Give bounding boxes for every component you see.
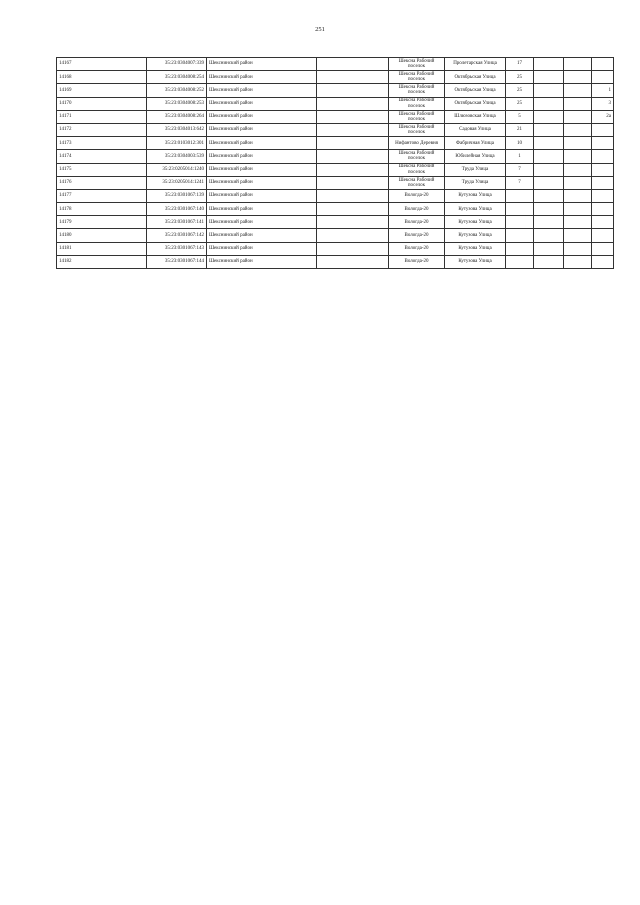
settlement-cell: Шексна Рабочий поселок [389,58,445,71]
table-row [57,176,614,189]
street-cell: Октябрьская Улица [445,71,506,84]
settlement-cell: Шексна Рабочий поселок [389,123,445,136]
building-cell [534,229,564,242]
structure-cell [564,84,592,97]
record-number-cell: 14168 [57,71,147,84]
settlement-cell: Шексна Рабочий поселок [389,163,445,176]
record-number-cell: 14170 [57,97,147,110]
street-cell: Юбилейная Улица [445,150,506,163]
building-cell [534,189,564,202]
blank-cell [317,58,389,71]
settlement-cell: Шексна Рабочий поселок [389,71,445,84]
blank-cell [317,84,389,97]
street-cell: Садовая Улица [445,123,506,136]
settlement-cell: Вологда-20 [389,216,445,229]
street-cell: Пролетарская Улица [445,58,506,71]
structure-cell [564,176,592,189]
cadastral-number-cell: 35:23:0304013:642 [147,123,207,136]
apartment-cell: 2а [592,110,614,123]
settlement-cell: Вологда-20 [389,229,445,242]
record-number-cell: 14179 [57,216,147,229]
registry-table [56,57,614,269]
settlement-cell: Вологда-20 [389,242,445,255]
district-cell: Шекснинский район [207,229,317,242]
settlement-cell: Шексна Рабочий поселок [389,150,445,163]
table-row [57,203,614,216]
apartment-cell [592,255,614,268]
house-cell: 1 [506,150,534,163]
street-cell: Труда Улица [445,163,506,176]
structure-cell [564,189,592,202]
structure-cell [564,163,592,176]
structure-cell [564,137,592,150]
apartment-cell: 1 [592,84,614,97]
record-number-cell: 14171 [57,110,147,123]
blank-cell [317,229,389,242]
house-cell [506,216,534,229]
building-cell [534,110,564,123]
blank-cell [317,189,389,202]
house-cell: 7 [506,176,534,189]
cadastral-number-cell: 35:23:0304003:539 [147,150,207,163]
house-cell: 17 [506,58,534,71]
settlement-cell: Вологда-20 [389,203,445,216]
apartment-cell: 3 [592,97,614,110]
cadastral-number-cell: 35:23:0301067:140 [147,203,207,216]
settlement-cell: Вологда-20 [389,255,445,268]
record-number-cell: 14173 [57,137,147,150]
apartment-cell [592,176,614,189]
structure-cell [564,216,592,229]
table-row [57,58,614,71]
building-cell [534,71,564,84]
cadastral-number-cell: 35:23:0304008:252 [147,84,207,97]
house-cell: 25 [506,97,534,110]
cadastral-number-cell: 35:23:0304007:339 [147,58,207,71]
district-cell: Шекснинский район [207,150,317,163]
table-row [57,84,614,97]
record-number-cell: 14167 [57,58,147,71]
record-number-cell: 14181 [57,242,147,255]
apartment-cell [592,163,614,176]
house-cell: 25 [506,71,534,84]
house-cell [506,229,534,242]
record-number-cell: 14172 [57,123,147,136]
house-cell [506,242,534,255]
table-row [57,97,614,110]
structure-cell [564,58,592,71]
street-cell: Шлюзовская Улица [445,110,506,123]
cadastral-number-cell: 35:23:0304008:254 [147,71,207,84]
table-row [57,110,614,123]
page-number: 251 [315,26,325,33]
building-cell [534,137,564,150]
table-row [57,137,614,150]
record-number-cell: 14182 [57,255,147,268]
district-cell: Шекснинский район [207,137,317,150]
settlement-cell: Шексна Рабочий поселок [389,110,445,123]
blank-cell [317,123,389,136]
house-cell: 10 [506,137,534,150]
street-cell: Кутузова Улица [445,229,506,242]
building-cell [534,123,564,136]
building-cell [534,216,564,229]
apartment-cell [592,123,614,136]
district-cell: Шекснинский район [207,71,317,84]
building-cell [534,242,564,255]
district-cell: Шекснинский район [207,123,317,136]
apartment-cell [592,71,614,84]
blank-cell [317,71,389,84]
cadastral-number-cell: 35:23:0301067:141 [147,216,207,229]
blank-cell [317,97,389,110]
settlement-cell: Шексна Рабочий поселок [389,97,445,110]
structure-cell [564,229,592,242]
table-row [57,163,614,176]
building-cell [534,203,564,216]
settlement-cell: Вологда-20 [389,189,445,202]
record-number-cell: 14180 [57,229,147,242]
street-cell: Кутузова Улица [445,242,506,255]
apartment-cell [592,58,614,71]
building-cell [534,150,564,163]
district-cell: Шекснинский район [207,163,317,176]
structure-cell [564,97,592,110]
building-cell [534,176,564,189]
blank-cell [317,242,389,255]
apartment-cell [592,242,614,255]
district-cell: Шекснинский район [207,176,317,189]
cadastral-number-cell: 35:23:0205014:1240 [147,163,207,176]
apartment-cell [592,216,614,229]
cadastral-number-cell: 35:23:0103012:301 [147,137,207,150]
structure-cell [564,242,592,255]
house-cell [506,189,534,202]
building-cell [534,58,564,71]
district-cell: Шекснинский район [207,58,317,71]
record-number-cell: 14175 [57,163,147,176]
street-cell: Кутузова Улица [445,255,506,268]
house-cell: 21 [506,123,534,136]
street-cell: Труда Улица [445,176,506,189]
record-number-cell: 14174 [57,150,147,163]
blank-cell [317,216,389,229]
cadastral-number-cell: 35:23:0205014:1241 [147,176,207,189]
record-number-cell: 14177 [57,189,147,202]
house-cell: 25 [506,84,534,97]
blank-cell [317,203,389,216]
blank-cell [317,110,389,123]
cadastral-number-cell: 35:23:0301067:142 [147,229,207,242]
house-cell [506,255,534,268]
structure-cell [564,255,592,268]
street-cell: Кутузова Улица [445,189,506,202]
apartment-cell [592,203,614,216]
structure-cell [564,150,592,163]
house-cell: 7 [506,163,534,176]
district-cell: Шекснинский район [207,84,317,97]
house-cell [506,203,534,216]
apartment-cell [592,150,614,163]
record-number-cell: 14169 [57,84,147,97]
building-cell [534,255,564,268]
blank-cell [317,255,389,268]
street-cell: Кутузова Улица [445,216,506,229]
apartment-cell [592,229,614,242]
blank-cell [317,163,389,176]
apartment-cell [592,189,614,202]
cadastral-number-cell: 35:23:0301067:144 [147,255,207,268]
blank-cell [317,176,389,189]
street-cell: Октябрьская Улица [445,84,506,97]
settlement-cell: Нифантово Деревня [389,137,445,150]
structure-cell [564,123,592,136]
district-cell: Шекснинский район [207,255,317,268]
table-row [57,255,614,268]
cadastral-number-cell: 35:23:0304008:264 [147,110,207,123]
district-cell: Шекснинский район [207,203,317,216]
table-row [57,150,614,163]
blank-cell [317,150,389,163]
street-cell: Октябрьская Улица [445,97,506,110]
building-cell [534,163,564,176]
structure-cell [564,71,592,84]
structure-cell [564,110,592,123]
building-cell [534,97,564,110]
table-row [57,123,614,136]
table-row [57,242,614,255]
street-cell: Фабричная Улица [445,137,506,150]
table-row [57,189,614,202]
table-row [57,216,614,229]
apartment-cell [592,137,614,150]
cadastral-number-cell: 35:23:0301067:143 [147,242,207,255]
blank-cell [317,137,389,150]
cadastral-number-cell: 35:23:0301067:139 [147,189,207,202]
district-cell: Шекснинский район [207,189,317,202]
district-cell: Шекснинский район [207,216,317,229]
settlement-cell: Шексна Рабочий поселок [389,176,445,189]
record-number-cell: 14176 [57,176,147,189]
district-cell: Шекснинский район [207,110,317,123]
street-cell: Кутузова Улица [445,203,506,216]
house-cell: 5 [506,110,534,123]
settlement-cell: Шексна Рабочий поселок [389,84,445,97]
table-row [57,229,614,242]
district-cell: Шекснинский район [207,97,317,110]
building-cell [534,84,564,97]
record-number-cell: 14178 [57,203,147,216]
table-row [57,71,614,84]
structure-cell [564,203,592,216]
district-cell: Шекснинский район [207,242,317,255]
cadastral-number-cell: 35:23:0304008:253 [147,97,207,110]
